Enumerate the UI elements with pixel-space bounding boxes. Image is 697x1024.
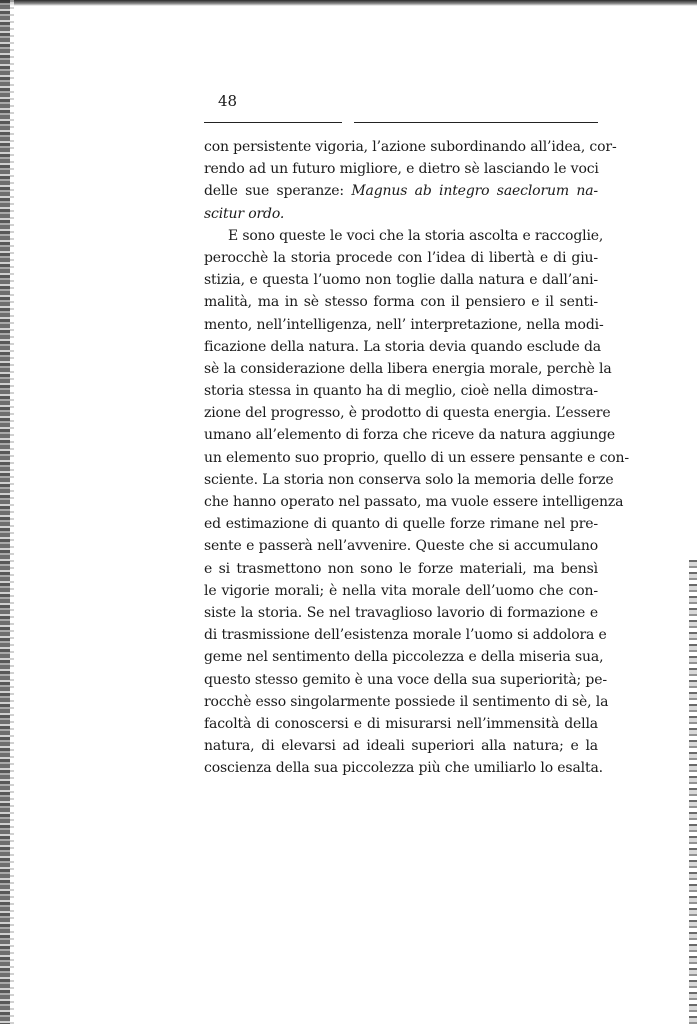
text-line: rocchè esso singolarmente possiede il sentimento di sè, la [204, 693, 609, 710]
header-rule-right [354, 122, 598, 123]
paragraph-start: E sono queste le voci che la storia ascolta e raccoglie, [228, 227, 604, 244]
text-segment: delle sue speranze: [204, 183, 352, 200]
text-line: perocchè la storia procede con l’idea di libertà e di giu- [204, 249, 598, 266]
body-text [204, 136, 630, 779]
text-line: sè la considerazione della libera energia morale, perchè la [204, 360, 612, 377]
latin-quote-end: scitur ordo. [204, 205, 285, 222]
text-line: geme nel sentimento della piccolezza e della miseria sua, [204, 649, 604, 666]
latin-quote: Magnus ab integro saeclorum na- [351, 183, 598, 200]
text-line: malità, ma in sè stesso forma con il pensiero e il senti- [204, 294, 598, 311]
text-line: sciente. La storia non conserva solo la memoria delle forze [204, 471, 614, 488]
scan-right-edge [689, 560, 697, 1024]
text-line: di trasmissione dell’esistenza morale l’uomo si addolora e [204, 627, 607, 644]
text-line: siste la storia. Se nel travaglioso lavorio di formazione e [204, 604, 598, 621]
scan-binding-shadow [10, 0, 14, 1024]
text-line: sente e passerà nell’avvenire. Queste che si accumulano [204, 538, 598, 555]
paragraph-end: coscienza della sua piccolezza più che umiliarlo lo esalta. [204, 760, 603, 777]
scan-binding-edge [0, 0, 10, 1024]
page-number: 48 [218, 92, 238, 110]
text-line: ficazione della natura. La storia devia quando esclude da [204, 338, 601, 355]
text-line: mento, nell’intelligenza, nell’ interpretazione, nella modi- [204, 316, 604, 333]
text-line: con persistente vigoria, l’azione subordinando all’idea, cor- [204, 139, 617, 155]
text-line: umano all’elemento di forza che riceve da natura aggiunge [204, 427, 616, 444]
text-line: rendo ad un futuro migliore, e dietro sè lasciando le voci [204, 161, 599, 178]
text-line: che hanno operato nel passato, ma vuole essere intelligenza [204, 494, 624, 510]
text-line: natura, di elevarsi ad ideali superiori alla natura; e la [204, 738, 598, 755]
text-line: facoltà di conoscersi e di misurarsi nell’immensità della [204, 715, 598, 732]
text-line: ed estimazione di quanto di quelle forze rimane nel pre- [204, 516, 598, 533]
text-line: le vigorie morali; è nella vita morale dell’uomo che con- [204, 582, 598, 599]
text-line: stizia, e questa l’uomo non toglie dalla natura e dall’ani- [204, 272, 598, 289]
text-line: storia stessa in quanto ha di meglio, cioè nella dimostra- [204, 383, 598, 400]
text-line [204, 180, 598, 202]
scan-top-edge [0, 0, 697, 6]
text-line: zione del progresso, è prodotto di questa energia. L’essere [204, 405, 611, 422]
text-line: un elemento suo proprio, quello di un essere pensante e con- [204, 449, 630, 466]
header-rule-left [204, 122, 342, 123]
text-line: e si trasmettono non sono le forze materiali, ma bensì [204, 560, 598, 577]
text-line: questo stesso gemito è una voce della sua superiorità; pe- [204, 671, 607, 688]
